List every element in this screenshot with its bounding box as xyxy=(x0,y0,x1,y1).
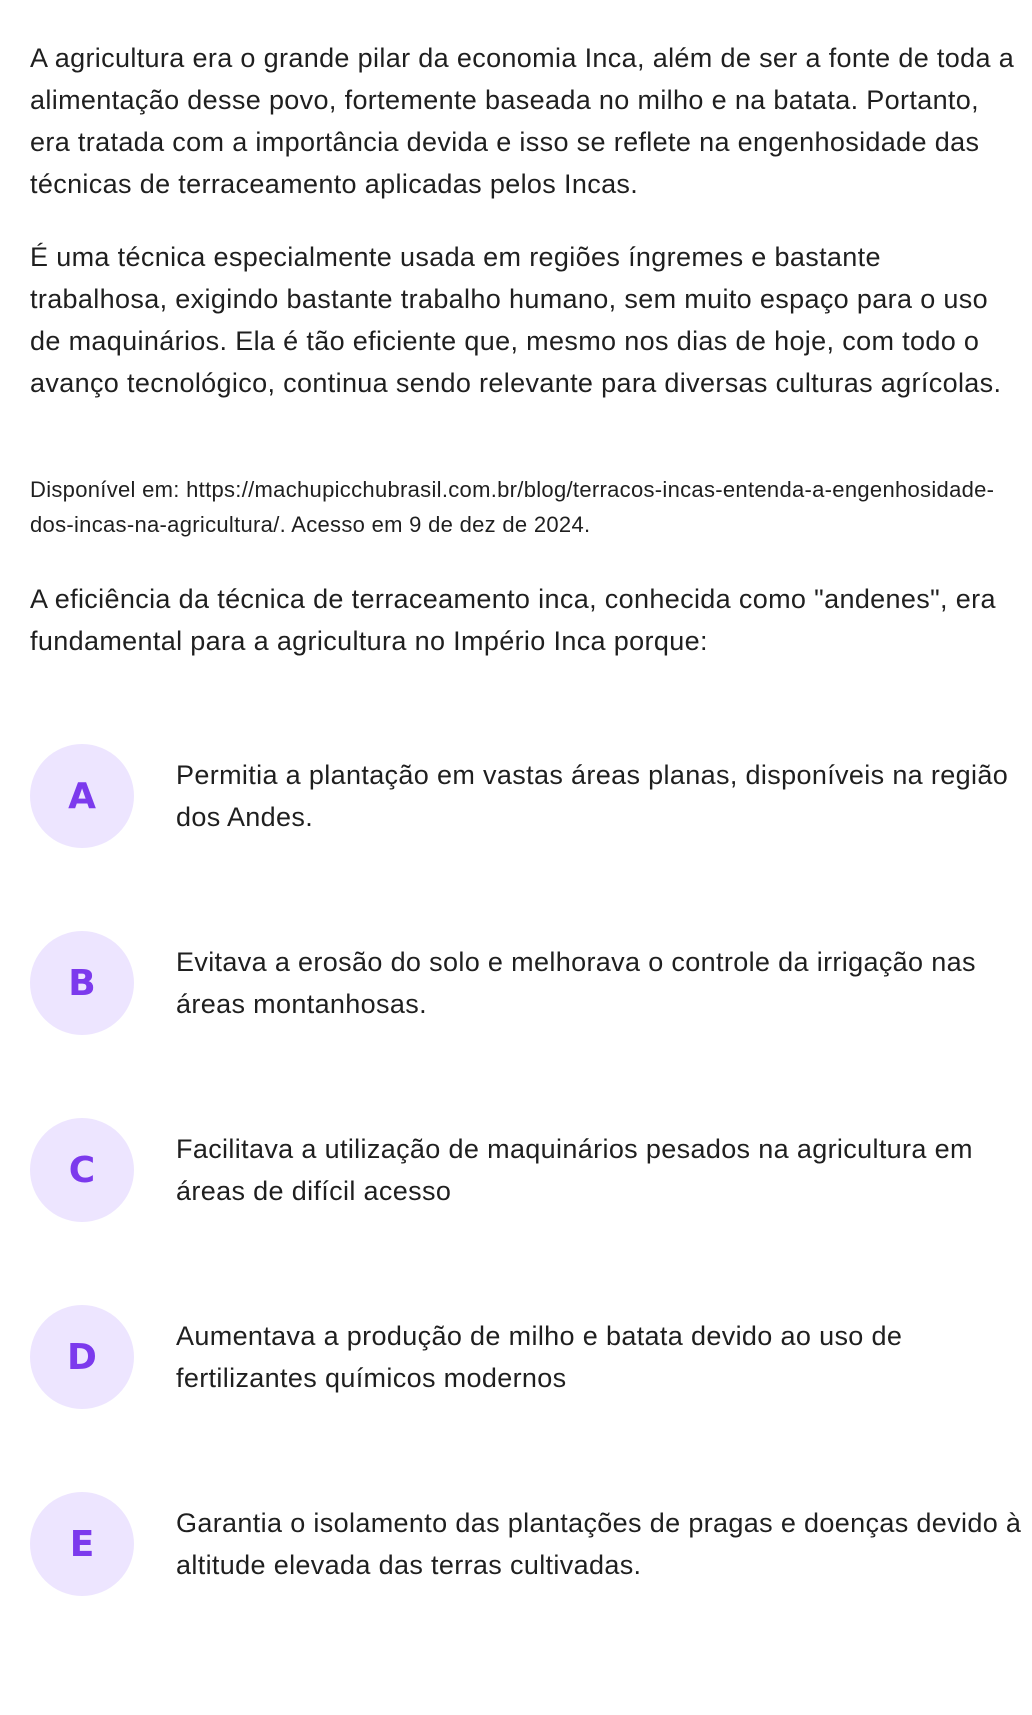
option-d[interactable] xyxy=(30,1305,1020,1415)
option-a-letter-badge[interactable] xyxy=(30,744,134,848)
question-prompt: A eficiência da técnica de terraceamento inca, conhecida como "andenes", era fundamental para a agricultura no Império Inca porque: xyxy=(30,584,996,656)
option-b-letter: B xyxy=(68,962,96,1004)
option-e-text[interactable]: Garantia o isolamento das plantações de pragas e doenças devido à altitude elevada das terras cultivadas. xyxy=(176,1508,1022,1580)
option-a[interactable] xyxy=(30,744,1020,854)
option-a-letter: A xyxy=(68,775,96,817)
context-paragraph-1: A agricultura era o grande pilar da economia Inca, além de ser a fonte de toda a alimentação desse povo, fortemente baseada no milho e na batata. Portanto, era tratada com a importância devida e isso se reflete na engenhosidade das técnicas de terraceamento aplicadas pelos Incas. xyxy=(30,43,1015,199)
option-c-letter-badge[interactable] xyxy=(30,1118,134,1222)
source-citation: Disponível em: https://machupicchubrasil.com.br/blog/terracos-incas-entenda-a-engenhosidade-dos-incas-na-agricultura/. Acesso em 9 de dez de 2024. xyxy=(30,477,995,537)
option-d-letter: D xyxy=(67,1336,97,1378)
option-a-text[interactable]: Permitia a plantação em vastas áreas planas, disponíveis na região dos Andes. xyxy=(176,760,1009,832)
option-c-text[interactable]: Facilitava a utilização de maquinários pesados na agricultura em áreas de difícil acesso xyxy=(176,1134,973,1206)
option-d-text[interactable]: Aumentava a produção de milho e batata devido ao uso de fertilizantes químicos modernos xyxy=(176,1321,903,1393)
context-paragraph-2: É uma técnica especialmente usada em regiões íngremes e bastante trabalhosa, exigindo bastante trabalho humano, sem muito espaço para o uso de maquinários. Ela é tão eficiente que, mesmo nos dias de hoje, com todo o avanço tecnológico, continua sendo relevante para diversas culturas agrícolas. xyxy=(30,242,1002,398)
option-e-letter-badge[interactable] xyxy=(30,1492,134,1596)
option-e-letter: E xyxy=(69,1523,95,1565)
option-b-text[interactable]: Evitava a erosão do solo e melhorava o controle da irrigação nas áreas montanhosas. xyxy=(176,947,976,1019)
option-b[interactable] xyxy=(30,931,1020,1041)
option-d-letter-badge[interactable] xyxy=(30,1305,134,1409)
option-b-letter-badge[interactable] xyxy=(30,931,134,1035)
option-e[interactable] xyxy=(30,1492,1020,1602)
option-c-letter: C xyxy=(68,1149,96,1191)
option-c[interactable] xyxy=(30,1118,1020,1228)
